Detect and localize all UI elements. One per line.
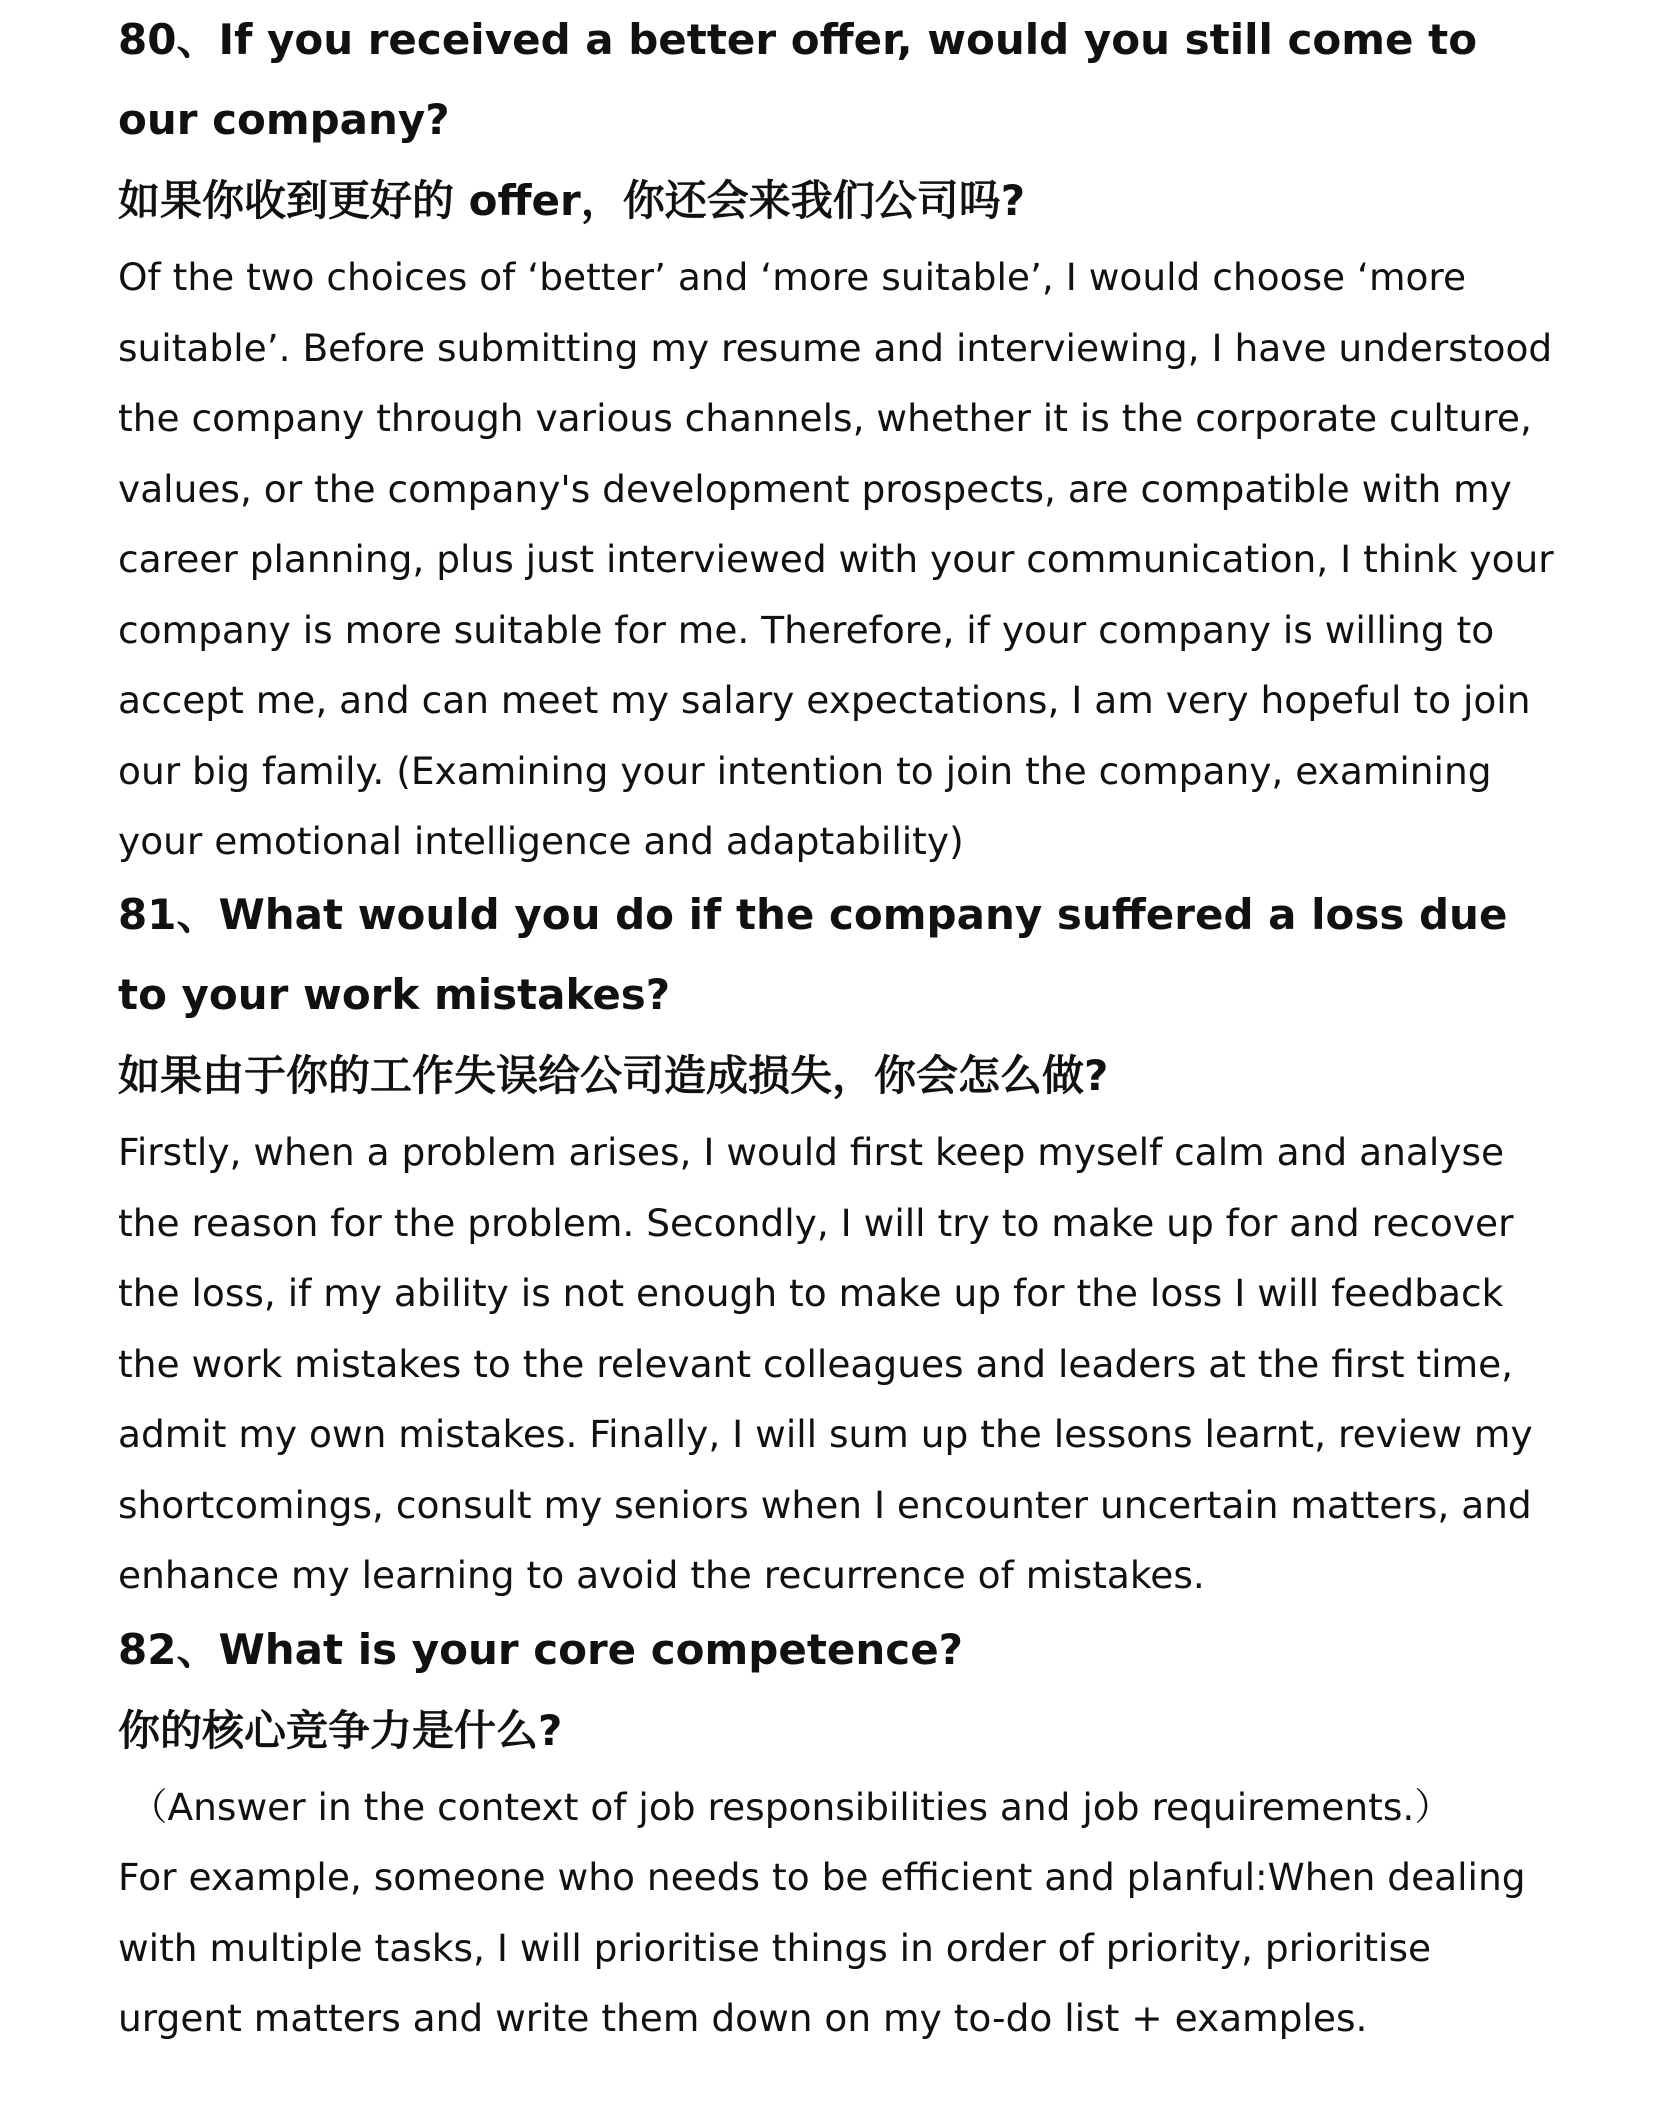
question-82-title: 82、What is your core competence?: [118, 1625, 964, 1674]
question-82-title-chinese: 你的核心竞争力是什么?: [118, 1706, 563, 1755]
question-81: [118, 875, 1558, 1611]
question-80-title-chinese: 如果你收到更好的 offer，你还会来我们公司吗?: [118, 176, 1026, 225]
question-81-title: 81、What would you do if the company suffered a loss due to your work mistakes?: [118, 890, 1508, 1019]
question-81-answer: Firstly, when a problem arises, I would first keep myself calm and analyse the reason for the problem. Secondly, I will try to make up for and recover the loss, if my ability is not enough to make up for the loss I will feedback the work mistakes to the relevant colleagues and leaders at the first time, admit my own mistakes. Finally, I will sum up the lessons learnt, review my shortcomings, consult my seniors when I encounter uncertain matters, and enhance my learning to avoid the recurrence of mistakes.: [118, 1130, 1533, 1597]
question-80-title: 80、If you received a better offer, would you still come to our company?: [118, 15, 1478, 144]
question-80: [118, 0, 1558, 877]
question-82-note: （Answer in the context of job responsibilities and job requirements.）: [130, 1785, 1452, 1829]
question-82: [118, 1610, 1558, 2054]
question-82-answer: For example, someone who needs to be efficient and planful:When dealing with multiple tasks, I will prioritise things in order of priority, prioritise urgent matters and write them down on my to-do list + examples.: [118, 1855, 1526, 2040]
question-81-title-chinese: 如果由于你的工作失误给公司造成损失，你会怎么做?: [118, 1051, 1109, 1100]
question-80-answer: Of the two choices of ‘better’ and ‘more suitable’, I would choose ‘more suitable’. Before submitting my resume and interviewing, I have understood the company through various channels, whether it is the corporate culture, values, or the company's development prospects, are compatible with my career planning, plus just interviewed with your communication, I think your company is more suitable for me. Therefore, if your company is willing to accept me, and can meet my salary expectations, I am very hopeful to join our big family. (Examining your intention to join the company, examining your emotional intelligence and adaptability): [118, 255, 1554, 863]
